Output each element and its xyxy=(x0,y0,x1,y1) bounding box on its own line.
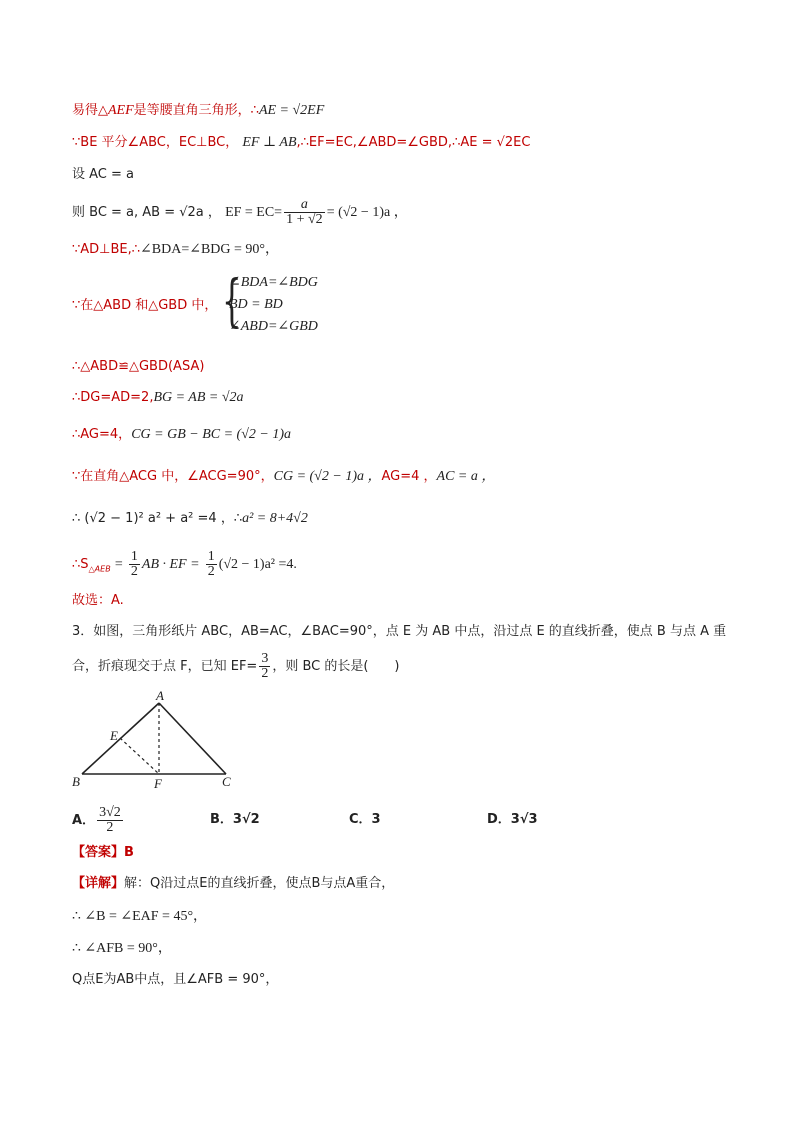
fraction xyxy=(129,550,140,579)
answer-line xyxy=(72,843,134,863)
brace-symbol: { xyxy=(222,269,242,334)
math: AE = √2EF xyxy=(258,103,325,118)
text: 故选：A. xyxy=(72,593,124,608)
math: 则 BC = a, AB = √2a ， xyxy=(72,205,221,220)
solution-line-3 xyxy=(72,165,134,185)
answer-text: 【答案】B xyxy=(72,845,134,860)
math: AC = a ， xyxy=(436,469,496,484)
solution-line-5 xyxy=(72,240,279,260)
math: CG = GB − BC = (√2 − 1)a xyxy=(131,427,291,442)
denominator: 1 + √2 xyxy=(286,212,323,227)
numerator: 3 xyxy=(261,651,269,666)
label-b: B xyxy=(72,774,80,789)
text: 易得△ xyxy=(72,103,108,118)
denominator: 2 xyxy=(207,564,215,579)
text: ∵在△ABD 和△GBD 中， xyxy=(72,298,218,313)
math: = xyxy=(114,557,123,572)
option-a[interactable] xyxy=(72,806,125,835)
question-line-1 xyxy=(72,622,726,642)
detail-text: ∴ ∠AFB = 90°， xyxy=(72,941,172,956)
label-f: F xyxy=(154,776,162,791)
detail-line-2 xyxy=(72,907,207,927)
denominator: 2 xyxy=(261,666,269,681)
numerator: a xyxy=(284,198,325,213)
numerator: 3√2 xyxy=(99,805,121,820)
detail-text: Q点E为AB中点，且∠AFB = 90°， xyxy=(72,972,279,987)
solution-line-8 xyxy=(72,388,244,408)
option-d[interactable]: D．3√3 xyxy=(487,812,538,827)
numerator: 1 xyxy=(207,549,215,564)
solution-line-7 xyxy=(72,357,204,377)
question-text: 3．如图，三角形纸片 ABC，AB=AC，∠BAC=90°，点 E 为 AB 中点，沿过点 E 的直线折叠，使点 B 与点 A 重 xyxy=(72,624,727,639)
detail-line-3 xyxy=(72,939,172,959)
solution-line-11 xyxy=(72,509,308,529)
text: AG=4 ， xyxy=(381,469,437,484)
math: EF ⊥ AB xyxy=(242,135,297,150)
option-b[interactable]: B．3√2 xyxy=(210,812,260,827)
option-label: A． xyxy=(72,813,96,828)
math: CG = (√2 − 1)a ， xyxy=(273,469,382,484)
math: AEF xyxy=(108,103,134,118)
text: ∵BE 平分∠ABC，EC⊥BC， xyxy=(72,135,239,150)
solution-line-6 xyxy=(72,296,217,316)
math: EF = EC= xyxy=(225,205,283,220)
text: ∴S xyxy=(72,557,89,572)
fraction xyxy=(206,550,217,579)
question-text: ，则 BC 的长是( ) xyxy=(272,659,400,674)
solution-line-12 xyxy=(72,550,297,580)
fraction xyxy=(259,652,270,681)
numerator: 1 xyxy=(130,549,138,564)
text: 设 AC = a xyxy=(72,167,134,182)
detail-line-4 xyxy=(72,970,278,990)
solution-line-9 xyxy=(72,425,291,445)
detail-label: 【详解】 xyxy=(72,876,125,891)
math: BG = AB = √2a xyxy=(153,390,244,405)
math: (√2 − 1)a² =4. xyxy=(218,557,297,572)
math: ∠BDA=∠BDG = 90°， xyxy=(140,242,280,257)
denominator: 2 xyxy=(130,564,138,579)
text: ∴△ABD≌△GBD(ASA) xyxy=(72,359,205,374)
math: ∴ (√2 − 1)² a² + a² =4 ，∴ xyxy=(72,511,243,526)
label-c: C xyxy=(222,774,231,789)
system-row-2: BD = BD xyxy=(229,297,283,312)
math: a² = 8+4√2 xyxy=(242,511,308,526)
solution-line-1 xyxy=(72,101,324,121)
solution-line-4 xyxy=(72,198,408,227)
question-line-2 xyxy=(72,652,400,681)
label-a: A xyxy=(156,688,164,703)
system-row-1: ∠BDA=∠BDG xyxy=(229,275,318,290)
denominator: 2 xyxy=(106,820,114,835)
text: ∴AG=4， xyxy=(72,427,132,442)
side-ac xyxy=(159,703,226,774)
solution-line-13 xyxy=(72,591,124,611)
text: 是等腰直角三角形，∴ xyxy=(133,103,259,118)
question-text: 合，折痕现交于点 F，已知 EF= xyxy=(72,659,258,674)
text: ∵在直角△ACG 中，∠ACG=90°， xyxy=(72,469,274,484)
math: = (√2 − 1)a ， xyxy=(326,205,408,220)
label-e: E xyxy=(110,728,118,743)
solution-line-10 xyxy=(72,467,495,487)
fold-ef xyxy=(120,738,159,774)
text: ∵AD⊥BE,∴ xyxy=(72,242,141,257)
fraction xyxy=(97,806,123,835)
fraction xyxy=(284,198,325,227)
option-c[interactable]: C．3 xyxy=(349,812,381,827)
detail-text: 解：Q沿过点E的直线折叠，使点B与点A重合， xyxy=(124,876,395,891)
text: ∴DG=AD=2, xyxy=(72,390,154,405)
triangle-figure xyxy=(70,688,240,792)
detail-text: ∴ ∠B = ∠EAF = 45°， xyxy=(72,909,208,924)
subscript: △AEB xyxy=(88,564,111,574)
detail-line-1 xyxy=(72,874,394,894)
text: ,∴EF=EC,∠ABD=∠GBD,∴AE = √2EC xyxy=(296,135,531,150)
system-row-3: ∠ABD=∠GBD xyxy=(229,319,318,334)
math: AB · EF = xyxy=(141,557,200,572)
solution-line-2 xyxy=(72,133,530,153)
